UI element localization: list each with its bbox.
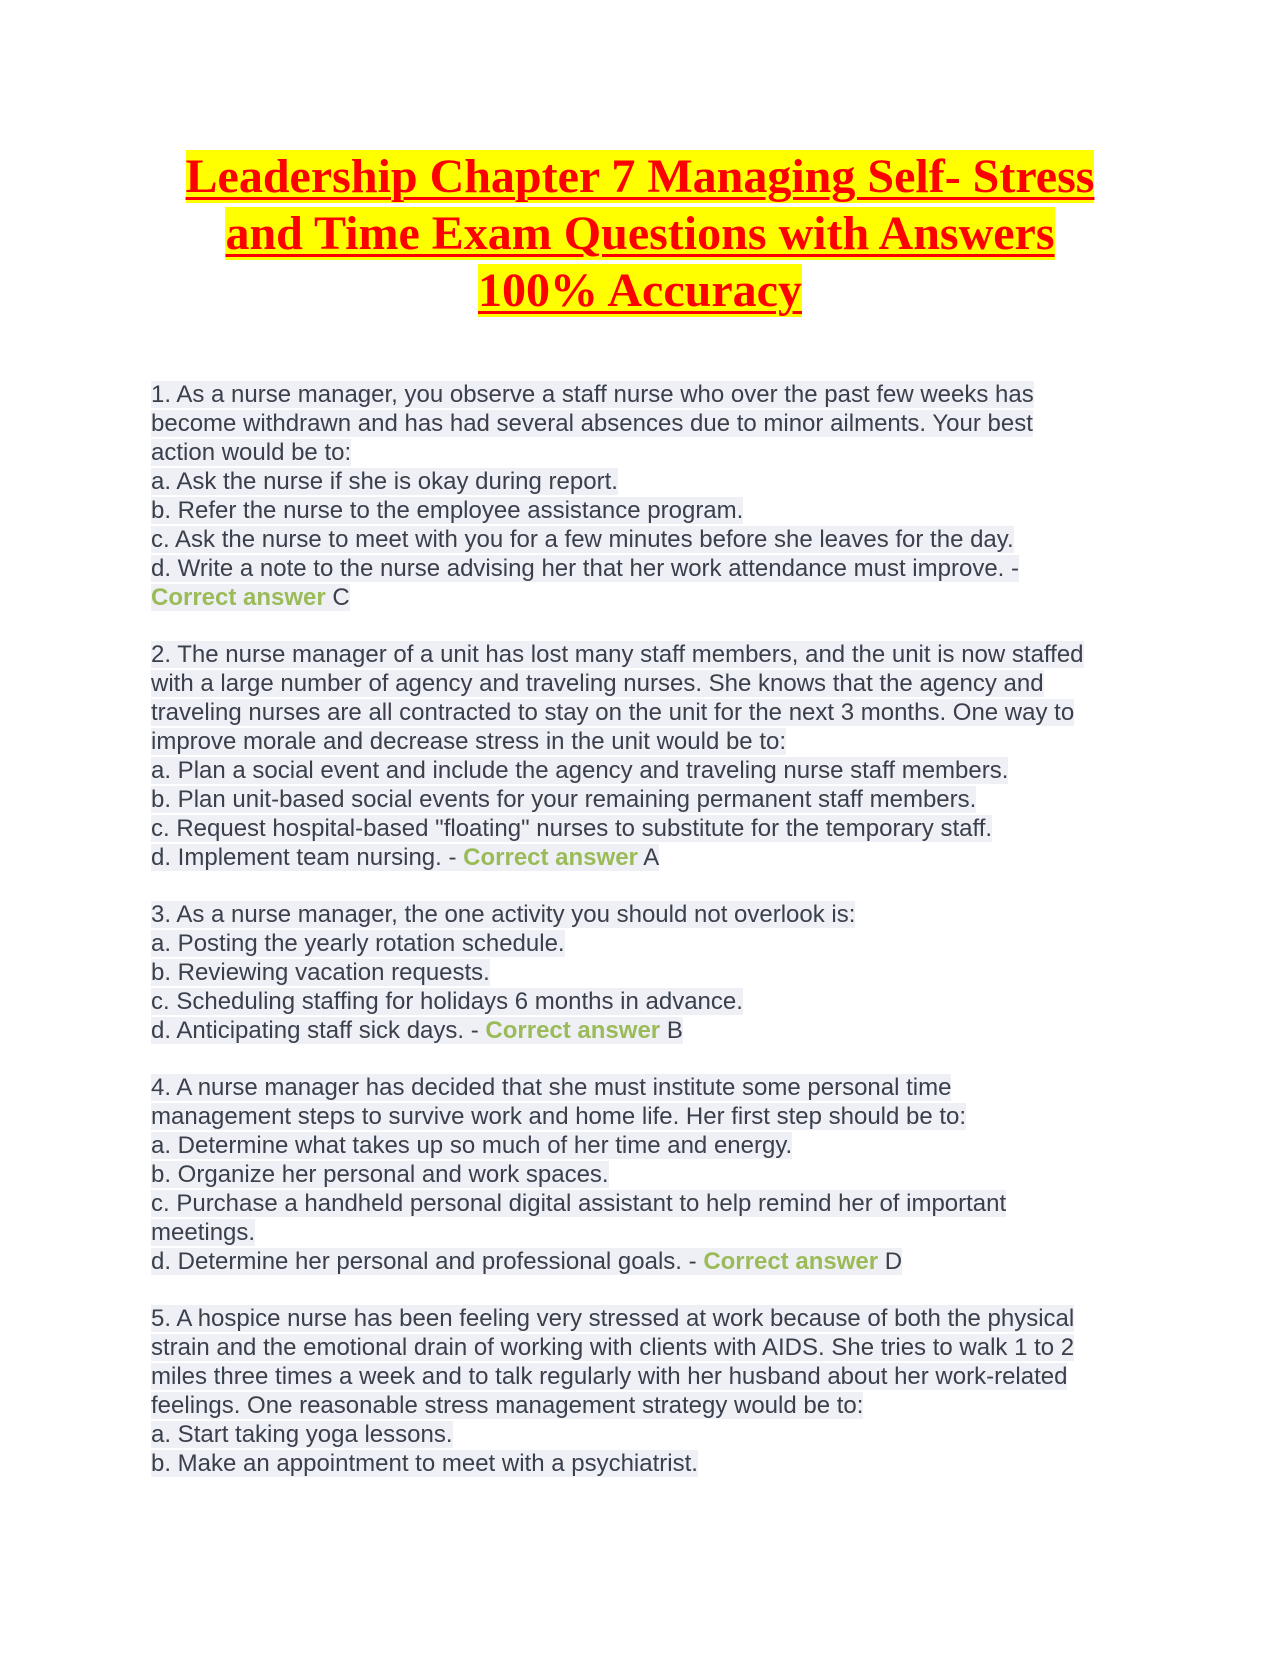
question-spacer (151, 872, 1151, 900)
answer-option-text: d. Anticipating staff sick days. - (151, 1017, 486, 1044)
answer-row (151, 844, 659, 871)
answer-row (151, 1017, 683, 1044)
question-text: miles three times a week and to talk regularly with her husband about her work-related (151, 1363, 1068, 1390)
question-spacer (151, 1276, 1151, 1304)
answer-option-text: d. Determine her personal and professional goals. - (151, 1248, 704, 1275)
question-text: a. Posting the yearly rotation schedule. (151, 930, 565, 957)
question-block (151, 1304, 1151, 1478)
answer-option-text: d. Implement team nursing. - (151, 844, 464, 871)
question-text-line (151, 640, 1151, 669)
answer-line (151, 1016, 1151, 1045)
answer-row (151, 1248, 902, 1275)
question-text-line (151, 1333, 1151, 1362)
question-text: 2. The nurse manager of a unit has lost many staff members, and the unit is now staffed (151, 641, 1084, 668)
question-spacer (151, 1045, 1151, 1073)
question-text-line (151, 1362, 1151, 1391)
question-text: 3. As a nurse manager, the one activity you should not overlook is: (151, 901, 856, 928)
question-text: c. Scheduling staffing for holidays 6 months in advance. (151, 988, 743, 1015)
question-text: a. Plan a social event and include the agency and traveling nurse staff members. (151, 757, 1009, 784)
question-text: action would be to: (151, 439, 352, 466)
answer-row (151, 584, 350, 611)
question-text: b. Plan unit-based social events for your remaining permanent staff members. (151, 786, 977, 813)
question-text-line (151, 496, 1151, 525)
answer-line (151, 843, 1151, 872)
question-text: improve morale and decrease stress in the unit would be to: (151, 728, 787, 755)
question-text-line (151, 1131, 1151, 1160)
question-text: traveling nurses are all contracted to stay on the unit for the next 3 months. One way to (151, 699, 1075, 726)
question-spacer (151, 612, 1151, 640)
question-text-line (151, 1304, 1151, 1333)
title-line-3: 100% Accuracy (478, 264, 802, 317)
question-text: b. Reviewing vacation requests. (151, 959, 490, 986)
question-text-line (151, 1189, 1151, 1218)
question-text-line (151, 900, 1151, 929)
question-block (151, 900, 1151, 1045)
question-text-line (151, 409, 1151, 438)
correct-answer-value: D (884, 1248, 903, 1275)
question-text: 4. A nurse manager has decided that she must institute some personal time (151, 1074, 952, 1101)
question-text: feelings. One reasonable stress management strategy would be to: (151, 1392, 864, 1419)
question-text-line (151, 1449, 1151, 1478)
question-text: with a large number of agency and traveling nurses. She knows that the agency and (151, 670, 1044, 697)
question-text-line (151, 1102, 1151, 1131)
correct-answer-value: A (643, 844, 660, 871)
question-text-line (151, 698, 1151, 727)
question-text-line (151, 1420, 1151, 1449)
question-text: become withdrawn and has had several absences due to minor ailments. Your best (151, 410, 1033, 437)
question-text: a. Determine what takes up so much of her time and energy. (151, 1132, 793, 1159)
question-text-line (151, 525, 1151, 554)
question-text: a. Ask the nurse if she is okay during report. (151, 468, 618, 495)
question-block (151, 640, 1151, 872)
question-text-line (151, 1391, 1151, 1420)
correct-answer-value: B (666, 1017, 683, 1044)
correct-answer-label: Correct answer (463, 844, 638, 871)
correct-answer-label: Correct answer (485, 1017, 661, 1044)
question-text-line (151, 958, 1151, 987)
question-text: c. Purchase a handheld personal digital assistant to help remind her of important (151, 1190, 1007, 1217)
question-text: strain and the emotional drain of working with clients with AIDS. She tries to walk 1 to 2 (151, 1334, 1075, 1361)
question-text: d. Write a note to the nurse advising her that her work attendance must improve. - (151, 555, 1019, 582)
question-text-line (151, 727, 1151, 756)
question-block (151, 1073, 1151, 1276)
question-text-line (151, 1218, 1151, 1247)
question-text-line (151, 987, 1151, 1016)
title-line-2: and Time Exam Questions with Answers (225, 207, 1055, 260)
question-text-line (151, 785, 1151, 814)
question-text: a. Start taking yoga lessons. (151, 1421, 453, 1448)
question-block (151, 380, 1151, 612)
question-text-line (151, 1073, 1151, 1102)
question-text-line (151, 380, 1151, 409)
correct-answer-value: C (332, 584, 350, 611)
correct-answer-label: Correct answer (703, 1248, 879, 1275)
question-text: meetings. (151, 1219, 256, 1246)
correct-answer-label: Correct answer (151, 584, 326, 611)
question-text: 1. As a nurse manager, you observe a staff nurse who over the past few weeks has (151, 381, 1034, 408)
question-text: b. Make an appointment to meet with a psychiatrist. (151, 1450, 698, 1477)
question-text: b. Organize her personal and work spaces. (151, 1161, 609, 1188)
question-text-line (151, 814, 1151, 843)
answer-line (151, 1247, 1151, 1276)
question-text-line (151, 1160, 1151, 1189)
question-text: management steps to survive work and home life. Her first step should be to: (151, 1103, 967, 1130)
question-text-line (151, 929, 1151, 958)
question-text: b. Refer the nurse to the employee assistance program. (151, 497, 744, 524)
question-text-line (151, 756, 1151, 785)
title-line-1: Leadership Chapter 7 Managing Self- Stress (185, 150, 1095, 203)
question-text: c. Ask the nurse to meet with you for a few minutes before she leaves for the day. (151, 526, 1014, 553)
answer-line (151, 583, 1151, 612)
question-text-line (151, 438, 1151, 467)
question-text: c. Request hospital-based "floating" nurses to substitute for the temporary staff. (151, 815, 993, 842)
question-text-line (151, 669, 1151, 698)
question-text-line (151, 467, 1151, 496)
question-text: 5. A hospice nurse has been feeling very stressed at work because of both the physical (151, 1305, 1075, 1332)
question-text-line (151, 554, 1151, 583)
document-title (140, 148, 1140, 319)
questions-list (151, 380, 1151, 1478)
